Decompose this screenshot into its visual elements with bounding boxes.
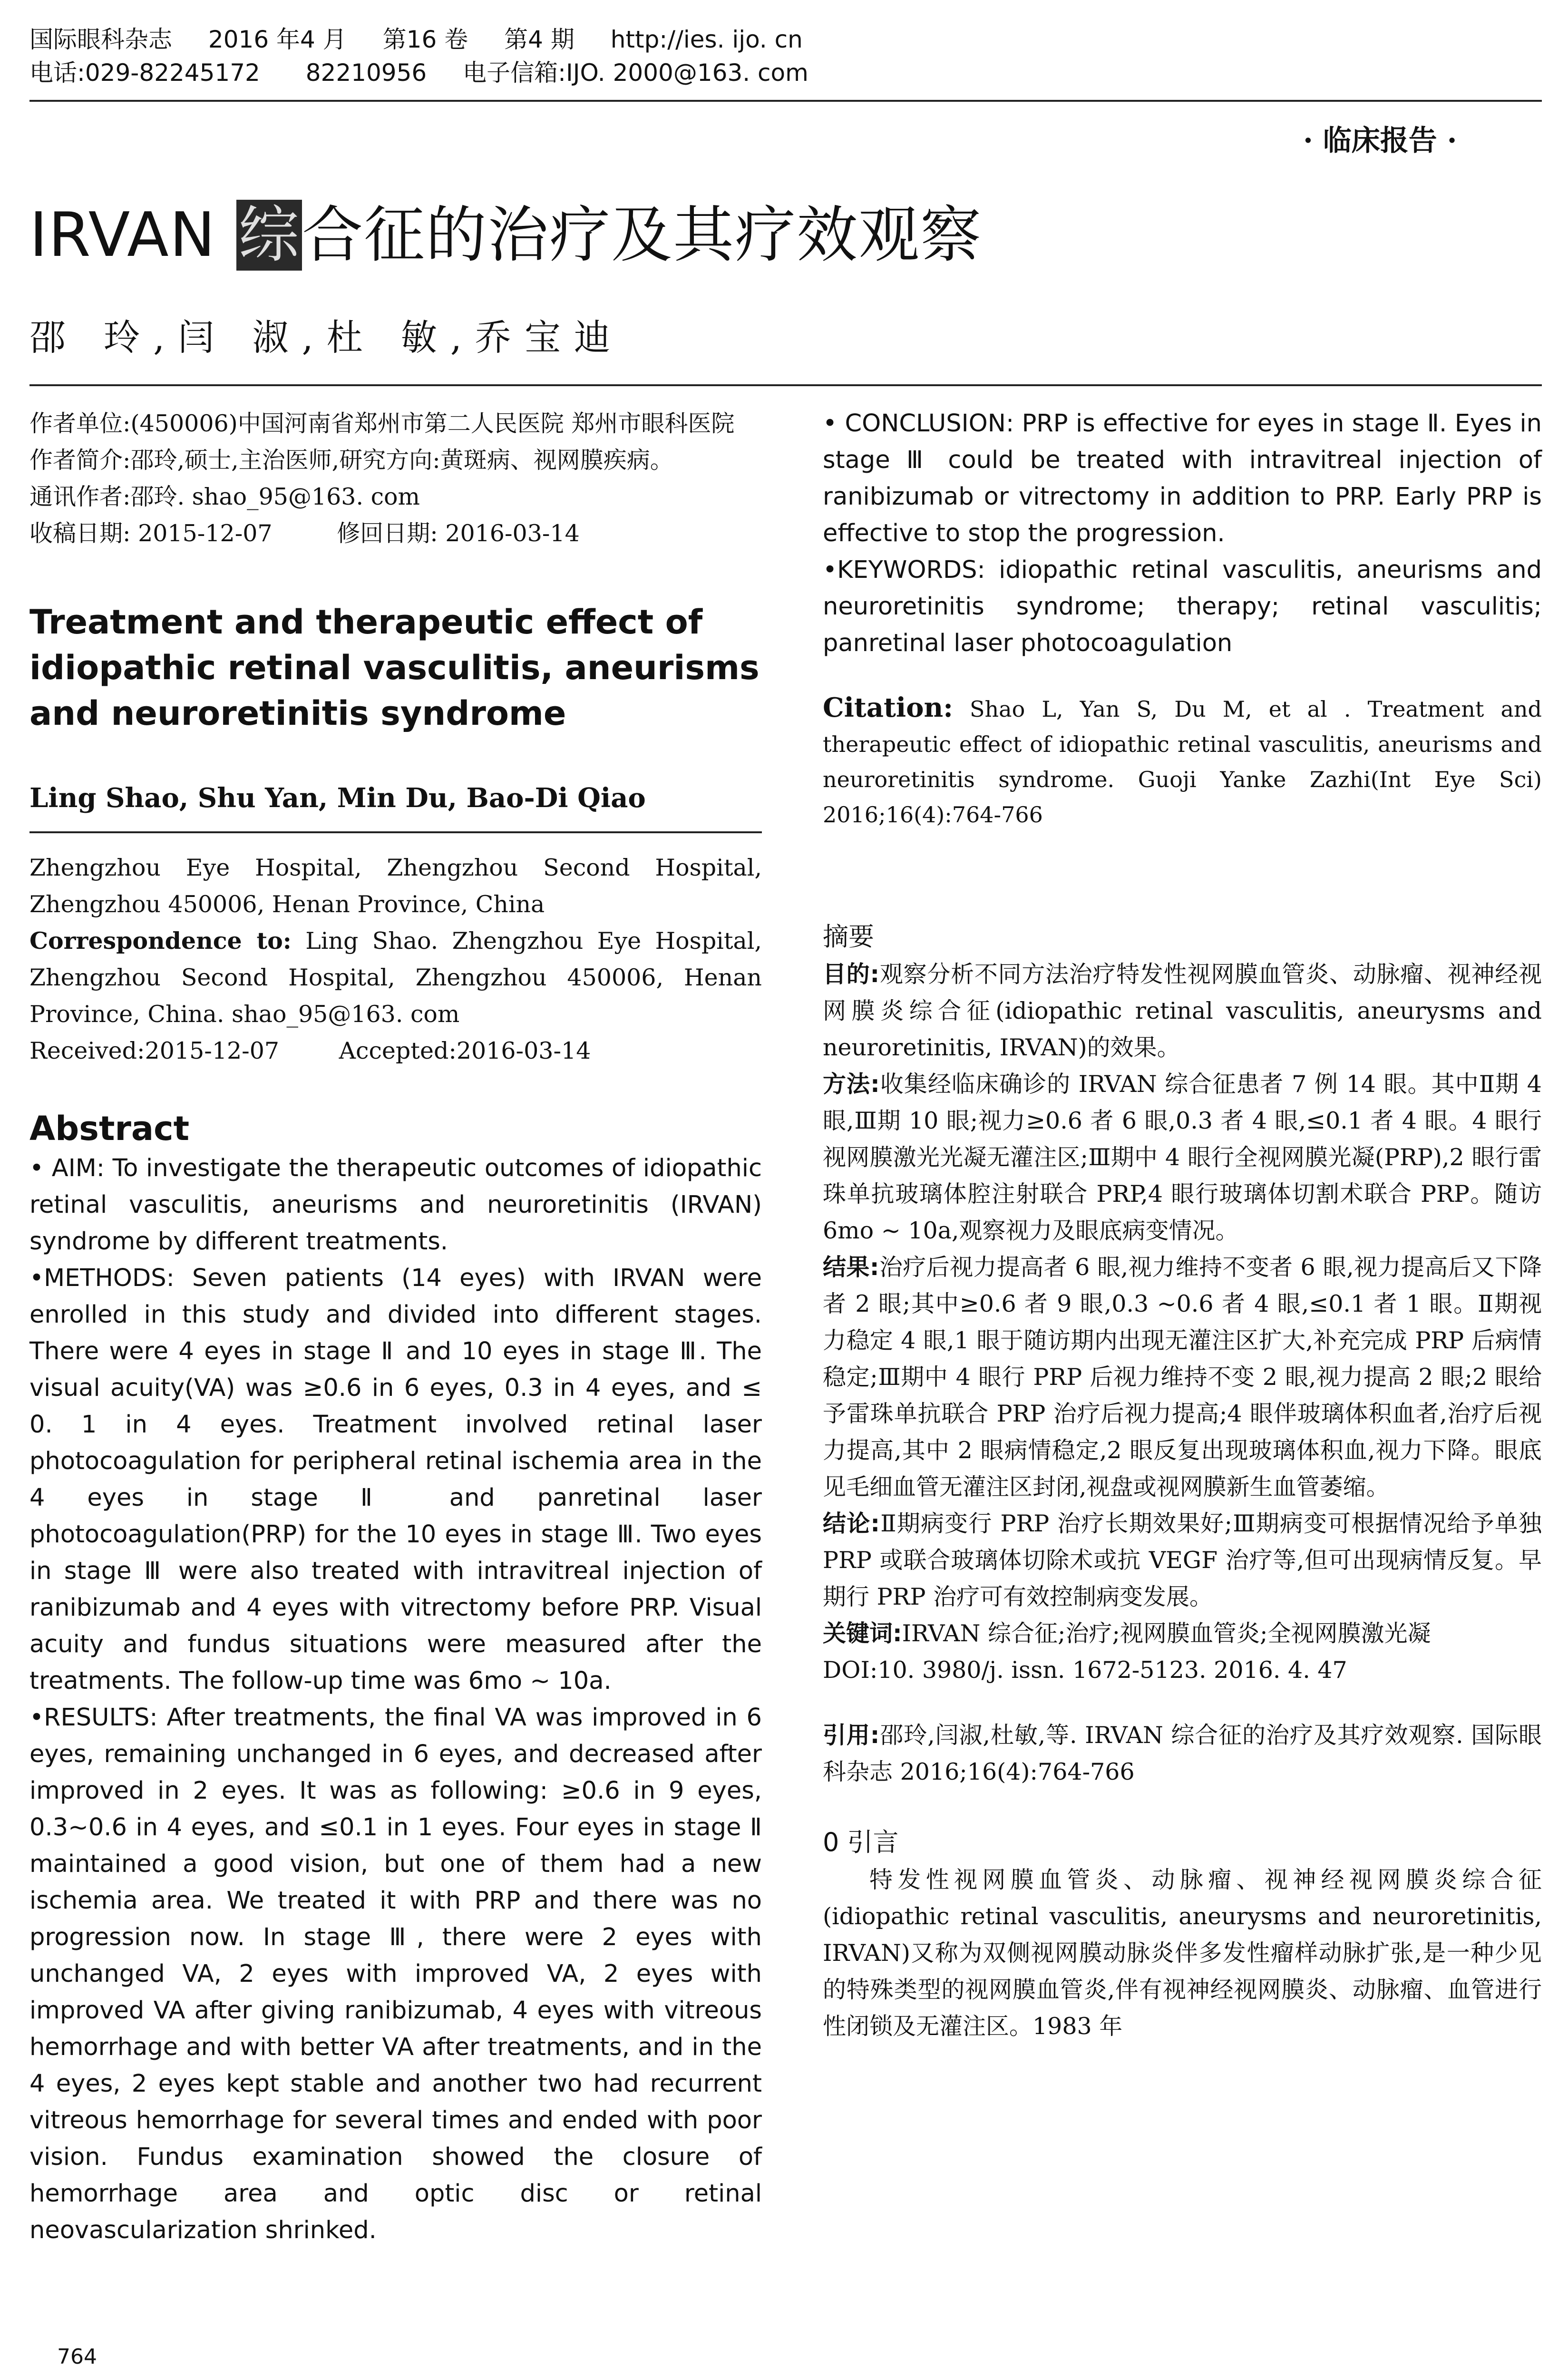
page-number: 764 — [57, 2345, 97, 2369]
phone-2: 82210956 — [305, 59, 427, 87]
citation-label: Citation: — [823, 692, 953, 723]
phone: 电话:029-82245172 — [29, 59, 260, 87]
affiliation-cn: 作者单位:(450006)中国河南省郑州市第二人民医院 郑州市眼科医院 — [29, 410, 735, 437]
revised-cn: 修回日期: 2016-03-14 — [337, 520, 580, 547]
conclusion-cn-label: 结论: — [823, 1510, 880, 1537]
title-prefix: IRVAN — [29, 200, 237, 271]
page-title — [29, 200, 1542, 271]
abstract-keywords: •KEYWORDS: idiopathic retinal vasculitis, aneurisms and neuroretinitis syndrome; therapy; retinal vasculitis; panretinal laser photocoagulation — [823, 556, 1542, 657]
correspondence-en — [29, 923, 762, 1033]
abstract-conclusion: • CONCLUSION: PRP is effective for eyes in stage Ⅱ. Eyes in stage Ⅲ could be treated with intravitreal injection of ranibizumab or vitrectomy in addition to PRP. Early PRP is effective to stop the progression. — [823, 409, 1542, 547]
abstract-cn-results — [823, 1249, 1542, 1505]
methods-cn-label: 方法: — [823, 1071, 880, 1098]
authors-en: Ling Shao, Shu Yan, Min Du, Bao-Di Qiao — [29, 782, 646, 814]
dates-en — [29, 1033, 762, 1069]
abstract-results: •RESULTS: After treatments, the final VA was improved in 6 eyes, remaining unchanged in 6 eyes, and decreased after improved in 2 eyes. It was as following: ≥0.6 in 9 eyes, 0.3~0.6 in 4 eyes, and ≤0.1 in 1 eyes. Four eyes in stage Ⅱ maintained a good vision, but one of them had a new ischemia area. We treated it with PRP and there was no progression now. In stage Ⅲ, there were 2 eyes with unchanged VA, 2 eyes with improved VA, 2 eyes with improved VA after giving ranibizumab, 4 eyes with vitreous hemorrhage and with better VA after treatments, and in the 4 eyes, 2 eyes kept stable and another two had recurrent vitreous hemorrhage for several times and ended with poor vision. Fundus examination showed the closure of hemorrhage area and optic disc or retinal neovascularization shrinked. — [29, 1704, 762, 2244]
abstract-methods: •METHODS: Seven patients (14 eyes) with IRVAN were enrolled in this study and divided into different stages. There were 4 eyes in stage Ⅱ and 10 eyes in stage Ⅲ. The visual acuity(VA) was ≥0.6 in 6 eyes, 0.3 in 4 eyes, and ≤ 0. 1 in 4 eyes. Treatment involved retinal laser photocoagulation for peripheral retinal ischemia area in the 4 eyes in stage Ⅱ and panretinal laser photocoagulation(PRP) for the 10 eyes in stage Ⅲ. Two eyes in stage Ⅲ were also treated with intravitreal injection of ranibizumab and 4 eyes with vitrectomy before PRP. Visual acuity and fundus situations were measured after the treatments. The follow-up time was 6mo ~ 10a. — [29, 1264, 762, 1695]
abstract-heading: Abstract — [29, 1109, 190, 1148]
abstract-cn-conclusion — [823, 1505, 1542, 1615]
journal-name: 国际眼科杂志 — [29, 26, 172, 53]
received-en: Received:2015-12-07 — [29, 1037, 280, 1064]
title-highlight-char: 综 — [236, 200, 302, 271]
volume: 第16 卷 — [382, 26, 468, 53]
title-rest: 合征的治疗及其疗效观察 — [302, 200, 983, 271]
bio-cn: 作者简介:邵玲,硕士,主治医师,研究方向:黄斑病、视网膜疾病。 — [29, 447, 673, 474]
running-header — [29, 23, 1542, 89]
cite-cn-text: 邵玲,闫淑,杜敏,等. IRVAN 综合征的治疗及其疗效观察. 国际眼科杂志 2016;16(4):764-766 — [823, 1722, 1542, 1785]
conclusion-cn-text: Ⅱ期病变行 PRP 治疗长期效果好;Ⅲ期病变可根据情况给予单独 PRP 或联合玻璃体切除术或抗 VEGF 治疗等,但可出现病情反复。早期行 PRP 治疗可有效控制病变发展。 — [823, 1510, 1542, 1610]
header-line-2 — [29, 56, 1542, 89]
header-line-1 — [29, 23, 1542, 56]
citation — [823, 690, 1542, 832]
correspondence-cn: 通讯作者:邵玲. shao_95@163. com — [29, 483, 420, 510]
aim-cn-text: 观察分析不同方法治疗特发性视网膜血管炎、动脉瘤、视神经视网膜炎综合征(idiopathic retinal vasculitis, aneurysms and neuroretinitis, IRVAN)的效果。 — [823, 961, 1542, 1061]
abstract-cn-aim — [823, 956, 1542, 1066]
cite-cn-label: 引用: — [823, 1722, 880, 1749]
results-cn-text: 治疗后视力提高者 6 眼,视力维持不变者 6 眼,视力提高后又下降者 2 眼;其中≥0.6 者 9 眼,0.3 ~0.6 者 4 眼,≤0.1 者 1 眼。Ⅱ期视力稳定 4 眼,1 眼于随访期内出现无灌注区扩大,补充完成 PRP 后病情稳定;Ⅲ期中 4 眼行 PRP 后视力维持不变 2 眼,视力提高 2 眼;2 眼给予雷珠单抗联合 PRP 治疗后视力提高;4 眼伴玻璃体积血者,治疗后视力提高,其中 2 眼病情稳定,2 眼反复出现玻璃体积血,视力下降。眼底见毛细血管无灌注区封闭,视盘或视网膜新生血管萎缩。 — [823, 1254, 1542, 1500]
dates-cn — [29, 515, 762, 552]
left-column — [29, 405, 762, 2249]
accepted-en: Accepted:2016-03-14 — [339, 1037, 591, 1064]
issue-number: 第4 期 — [504, 26, 575, 53]
intro-heading: 0 引言 — [823, 1827, 899, 1857]
received-cn: 收稿日期: 2015-12-07 — [29, 520, 273, 547]
journal-url: http://ies. ijo. cn — [610, 26, 803, 53]
keywords-cn-text: IRVAN 综合征;治疗;视网膜血管炎;全视网膜激光凝 — [902, 1620, 1431, 1647]
header-rule — [29, 100, 1542, 102]
abstract-aim: • AIM: To investigate the therapeutic outcomes of idiopathic retinal vasculitis, aneurisms and neuroretinitis (IRVAN) syndrome by different treatments. — [29, 1154, 762, 1256]
intro-paragraph: 特发性视网膜血管炎、动脉瘤、视神经视网膜炎综合征(idiopathic retinal vasculitis, aneurysms and neuroretinitis, IRVAN)又称为双侧视网膜动脉炎伴多发性瘤样动脉扩张,是一种少见的特殊类型的视网膜血管炎,伴有视神经视网膜炎、动脉瘤、血管进行性闭锁及无灌注区。1983 年 — [823, 1866, 1542, 2040]
english-title: Treatment and therapeutic effect of idiopathic retinal vasculitis, aneurisms and neuroretinitis syndrome — [29, 603, 760, 733]
email: 电子信箱:IJO. 2000@163. com — [463, 59, 808, 87]
right-column — [823, 405, 1542, 2045]
results-cn-label: 结果: — [823, 1254, 879, 1281]
abstract-cn-heading: 摘要 — [823, 922, 874, 952]
authors-rule — [29, 384, 1542, 386]
keywords-cn — [823, 1615, 1542, 1652]
authors-cn: 邵 玲,闫 淑,杜 敏,乔宝迪 — [29, 316, 623, 359]
section-tag: · 临床报告 · — [1303, 124, 1457, 157]
affiliation-en: Zhengzhou Eye Hospital, Zhengzhou Second Hospital, Zhengzhou 450006, Henan Province, China — [29, 854, 762, 918]
keywords-cn-label: 关键词: — [823, 1620, 902, 1647]
citation-text: Shao L, Yan S, Du M, et al . Treatment and therapeutic effect of idiopathic retinal vasculitis, aneurisms and neuroretinitis syndrome. Guoji Yanke Zazhi(Int Eye Sci) 2016;16(4):764-766 — [823, 696, 1542, 828]
cite-cn — [823, 1717, 1542, 1790]
issue-date: 2016 年4 月 — [208, 26, 347, 53]
correspondence-label: Correspondence to: — [29, 927, 292, 955]
abstract-cn-methods — [823, 1066, 1542, 1249]
methods-cn-text: 收集经临床确诊的 IRVAN 综合征患者 7 例 14 眼。其中Ⅱ期 4 眼,Ⅲ期 10 眼;视力≥0.6 者 6 眼,0.3 者 4 眼,≤0.1 者 4 眼。4 眼行视网膜激光光凝无灌注区;Ⅲ期中 4 眼行全视网膜光凝(PRP),2 眼行雷珠单抗玻璃体腔注射联合 PRP,4 眼行玻璃体切割术联合 PRP。随访 6mo ~ 10a,观察视力及眼底病变情况。 — [823, 1071, 1542, 1244]
aim-cn-label: 目的: — [823, 961, 880, 988]
correspondence-text: Ling Shao. Zhengzhou Eye Hospital, Zhengzhou Second Hospital, Zhengzhou 450006, Henan Province, China. shao_95@163. com — [29, 927, 762, 1028]
doi: DOI:10. 3980/j. issn. 1672-5123. 2016. 4. 47 — [823, 1656, 1347, 1684]
